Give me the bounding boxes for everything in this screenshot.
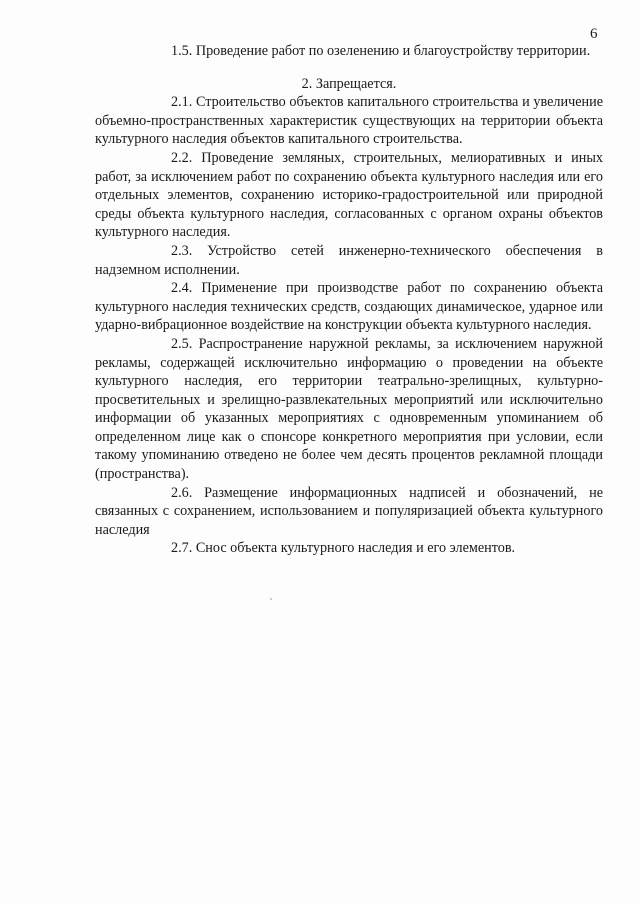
clause-2-2 [95,149,603,242]
clause-2-5 [95,335,603,484]
clause-2-4 [95,279,603,335]
clause-number: 2.5. [171,335,193,352]
clause-number: 2.1. [171,94,193,111]
clause-text: Размещение информационных надписей и обозначений, не связанных с сохранением, использованием и популяризацией объекта культурного наследия [95,484,603,538]
clause-text: Снос объекта культурного наследия и его элементов. [195,540,516,557]
clause-2-6 [95,484,603,540]
section-heading: 2. Запрещается. [301,75,397,92]
page-number: 6 [590,26,598,42]
clause-text: Применение при производстве работ по сохранению объекта культурного наследия технических средств, создающих динамическое, ударное или ударно-вибрационное воздействие на конструкции объекта культурного наследия. [95,280,603,334]
document-body [95,42,603,558]
clause-number: 2.3. [171,242,193,259]
clause-number: 2.4. [171,280,193,297]
clause-2-3 [95,242,603,279]
clause-number: 2.7. [171,540,193,557]
clause-number: 1.5. [171,43,193,59]
clause-text: Распространение наружной рекламы, за исключением наружной рекламы, содержащей исключительно информацию о проведении на объекте культурного наследия, его территории театрально-зрелищных, культурно-просветительных и зрелищно-развлекательных мероприятий или исключительно информации об указанных мероприятиях с одновременным упоминанием об определенном лице как о спонсоре конкретного мероприятия при условии, если такому упоминанию отведено не более чем десять процентов рекламной площади (пространства). [95,335,603,483]
scan-speck [270,598,272,600]
clause-1-5 [95,42,603,61]
clause-number: 2.2. [171,149,193,166]
clause-number: 2.6. [171,484,193,501]
clause-text: Строительство объектов капитального строительства и увеличение объемно-пространственных характеристик существующих на территории объекта культурного наследия объектов капитального строительства. [95,94,604,148]
clause-text: Устройство сетей инженерно-технического обеспечения в надземном исполнении. [95,242,604,278]
clause-2-1 [95,93,603,149]
clause-text: Проведение работ по озеленению и благоустройству территории. [195,43,591,59]
clause-text: Проведение земляных, строительных, мелиоративных и иных работ, за исключением работ по сохранению объекта культурного наследия или его отдельных элементов, сохранению историко-градостроительной или природной среды объекта культурного наследия, согласованных с органом охраны объектов культурного наследия. [95,149,603,241]
clause-2-7 [95,539,603,558]
